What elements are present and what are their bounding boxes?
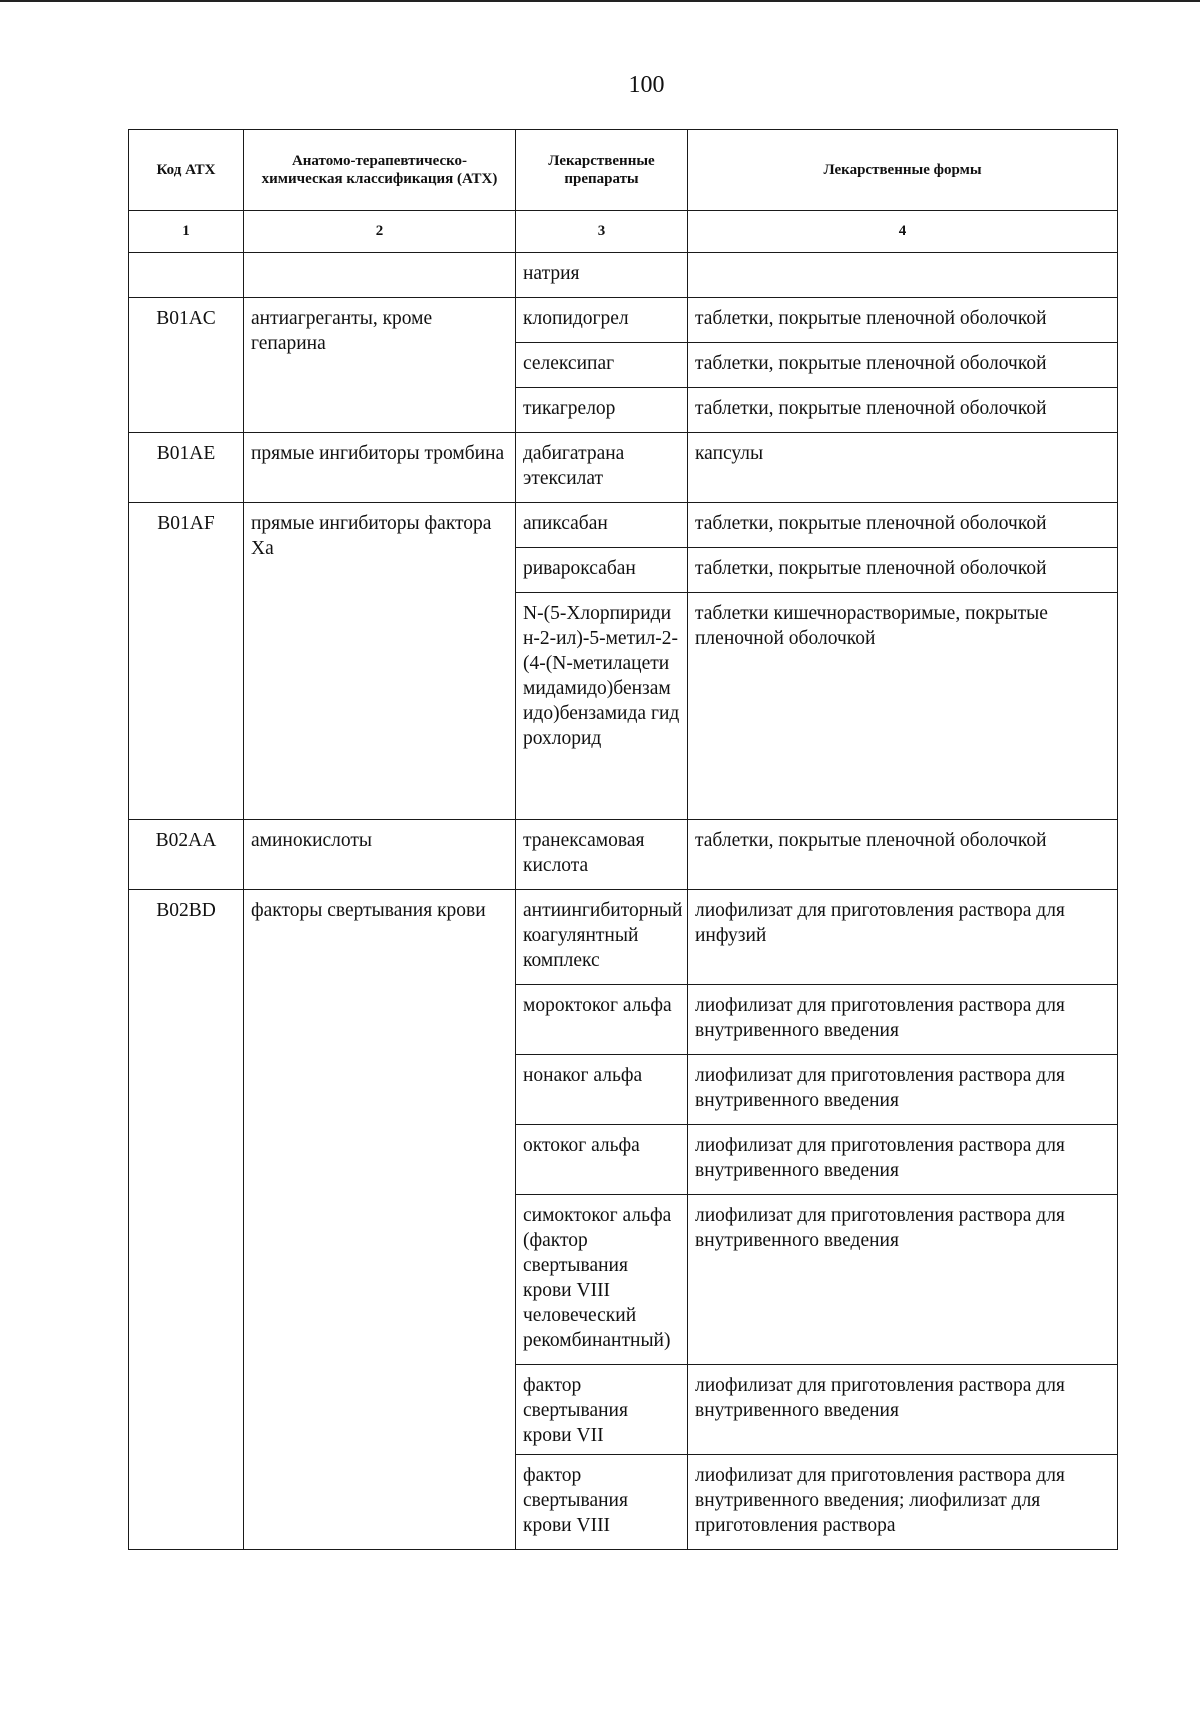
classification-cell: аминокислоты — [244, 820, 516, 890]
drug-cell: фактор свертывания крови VII — [516, 1365, 688, 1455]
classification-cell: антиагреганты, кроме гепарина — [244, 298, 516, 433]
drug-cell: мороктоког альфа — [516, 985, 688, 1055]
drug-cell: N-(5-Хлорпиридин-2-ил)-5-метил-2-(4-(N-метилацетимидамидо)бензамидо)бензамида гидрохлорид — [516, 593, 688, 820]
form-cell: капсулы — [688, 433, 1118, 503]
form-cell: лиофилизат для приготовления раствора для внутривенного введения — [688, 1055, 1118, 1125]
header-forms: Лекарственные формы — [688, 130, 1118, 211]
form-cell: лиофилизат для приготовления раствора для внутривенного введения — [688, 1195, 1118, 1365]
drug-cell: симоктоког альфа (фактор свертывания крови VIII человеческий рекомбинантный) — [516, 1195, 688, 1365]
table-row — [129, 253, 1118, 298]
drug-cell: транексамовая кислота — [516, 820, 688, 890]
code-cell: B01AE — [129, 433, 244, 503]
code-cell: B01AF — [129, 503, 244, 820]
header-classification: Анатомо-терапевтическо-химическая классификация (АТХ) — [244, 130, 516, 211]
drug-cell: натрия — [516, 253, 688, 298]
table-row — [129, 503, 1118, 548]
table-row — [129, 890, 1118, 985]
header-row — [129, 130, 1118, 211]
table-row — [129, 820, 1118, 890]
drug-cell: дабигатрана этексилат — [516, 433, 688, 503]
table-row — [129, 433, 1118, 503]
classification-cell: прямые ингибиторы тромбина — [244, 433, 516, 503]
form-cell: таблетки, покрытые пленочной оболочкой — [688, 298, 1118, 343]
form-cell: лиофилизат для приготовления раствора для внутривенного введения — [688, 985, 1118, 1055]
code-cell — [129, 253, 244, 298]
drug-cell: антиингибиторный коагулянтный комплекс — [516, 890, 688, 985]
form-cell: таблетки, покрытые пленочной оболочкой — [688, 343, 1118, 388]
drug-cell: апиксабан — [516, 503, 688, 548]
column-number: 1 — [129, 211, 244, 253]
drug-cell: октоког альфа — [516, 1125, 688, 1195]
page-number: 100 — [628, 72, 665, 98]
drug-cell: фактор свертывания крови VIII — [516, 1455, 688, 1550]
code-cell: B02BD — [129, 890, 244, 1550]
form-cell: лиофилизат для приготовления раствора для внутривенного введения — [688, 1365, 1118, 1455]
classification-cell: прямые ингибиторы фактора Ха — [244, 503, 516, 820]
form-cell: таблетки, покрытые пленочной оболочкой — [688, 548, 1118, 593]
form-cell: таблетки кишечнорастворимые, покрытые пленочной оболочкой — [688, 593, 1118, 820]
column-number: 3 — [516, 211, 688, 253]
classification-cell — [244, 253, 516, 298]
classification-cell: факторы свертывания крови — [244, 890, 516, 1550]
form-cell: таблетки, покрытые пленочной оболочкой — [688, 820, 1118, 890]
drug-cell: нонаког альфа — [516, 1055, 688, 1125]
column-number-row — [129, 211, 1118, 253]
header-drugs: Лекарственные препараты — [516, 130, 688, 211]
column-number: 2 — [244, 211, 516, 253]
form-cell: лиофилизат для приготовления раствора для внутривенного введения — [688, 1125, 1118, 1195]
drug-cell: ривароксабан — [516, 548, 688, 593]
form-cell: таблетки, покрытые пленочной оболочкой — [688, 388, 1118, 433]
form-cell: таблетки, покрытые пленочной оболочкой — [688, 503, 1118, 548]
table-row — [129, 298, 1118, 343]
code-cell: B02AA — [129, 820, 244, 890]
column-number: 4 — [688, 211, 1118, 253]
drug-cell: тикагрелор — [516, 388, 688, 433]
drug-cell: селексипаг — [516, 343, 688, 388]
form-cell: лиофилизат для приготовления раствора для внутривенного введения; лиофилизат для приготовления раствора — [688, 1455, 1118, 1550]
drug-cell: клопидогрел — [516, 298, 688, 343]
form-cell — [688, 253, 1118, 298]
top-border-line — [0, 0, 1200, 2]
form-cell: лиофилизат для приготовления раствора для инфузий — [688, 890, 1118, 985]
atx-table — [128, 129, 1118, 1550]
header-code: Код АТХ — [129, 130, 244, 211]
code-cell: B01AC — [129, 298, 244, 433]
